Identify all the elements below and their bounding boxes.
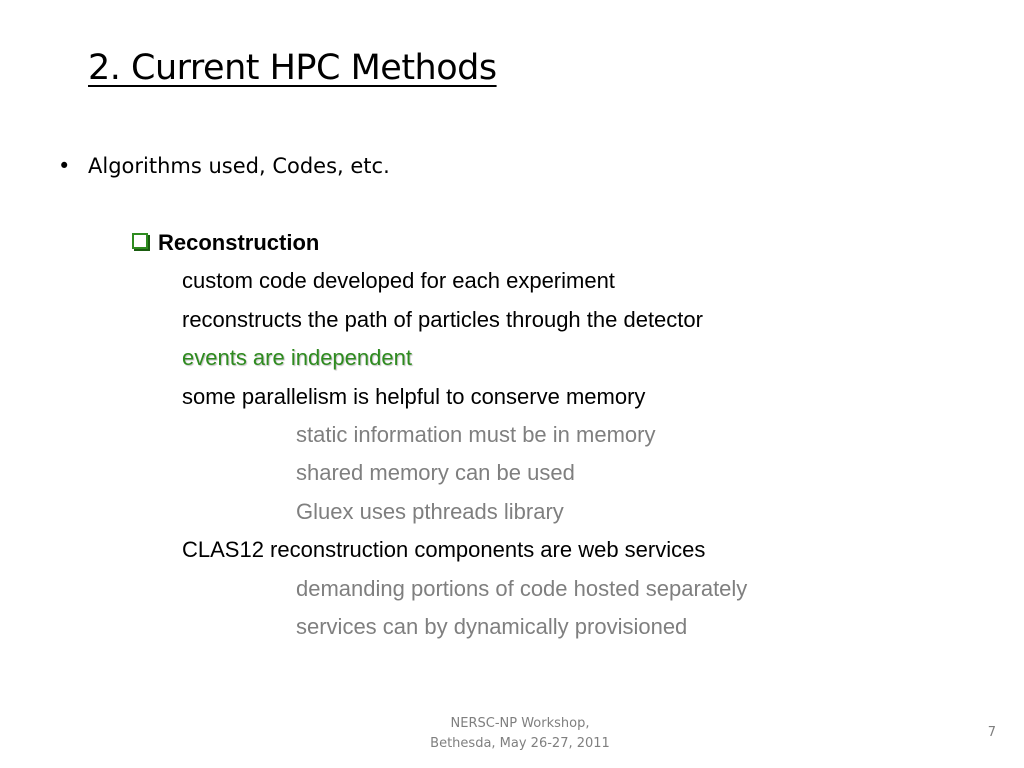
slide-title: 2. Current HPC Methods: [88, 48, 497, 88]
footer-line: NERSC-NP Workshop,: [450, 716, 590, 731]
page-number: 7: [987, 725, 996, 740]
footer: [400, 714, 640, 754]
detail-line: custom code developed for each experiment: [182, 268, 615, 293]
section-heading: [132, 230, 319, 256]
sub-detail-line: Gluex uses pthreads library: [296, 499, 564, 524]
detail-line: reconstructs the path of particles through the detector: [182, 307, 703, 332]
bullet-dot-icon: •: [58, 154, 71, 178]
bullet-item: [58, 154, 390, 178]
bullet-text: Algorithms used, Codes, etc.: [88, 154, 390, 178]
sub-detail-line: static information must be in memory: [296, 422, 656, 447]
highlight-line: events are independent: [182, 345, 412, 370]
checkbox-bullet-icon: [132, 233, 148, 249]
detail-line: some parallelism is helpful to conserve memory: [182, 384, 646, 409]
footer-line: Bethesda, May 26-27, 2011: [430, 736, 610, 751]
section-heading-text: Reconstruction: [158, 230, 320, 255]
sub-detail-line: shared memory can be used: [296, 460, 575, 485]
detail-line: CLAS12 reconstruction components are web services: [182, 537, 706, 562]
sub-detail-line: demanding portions of code hosted separately: [296, 576, 748, 601]
sub-detail-line: services can by dynamically provisioned: [296, 614, 688, 639]
